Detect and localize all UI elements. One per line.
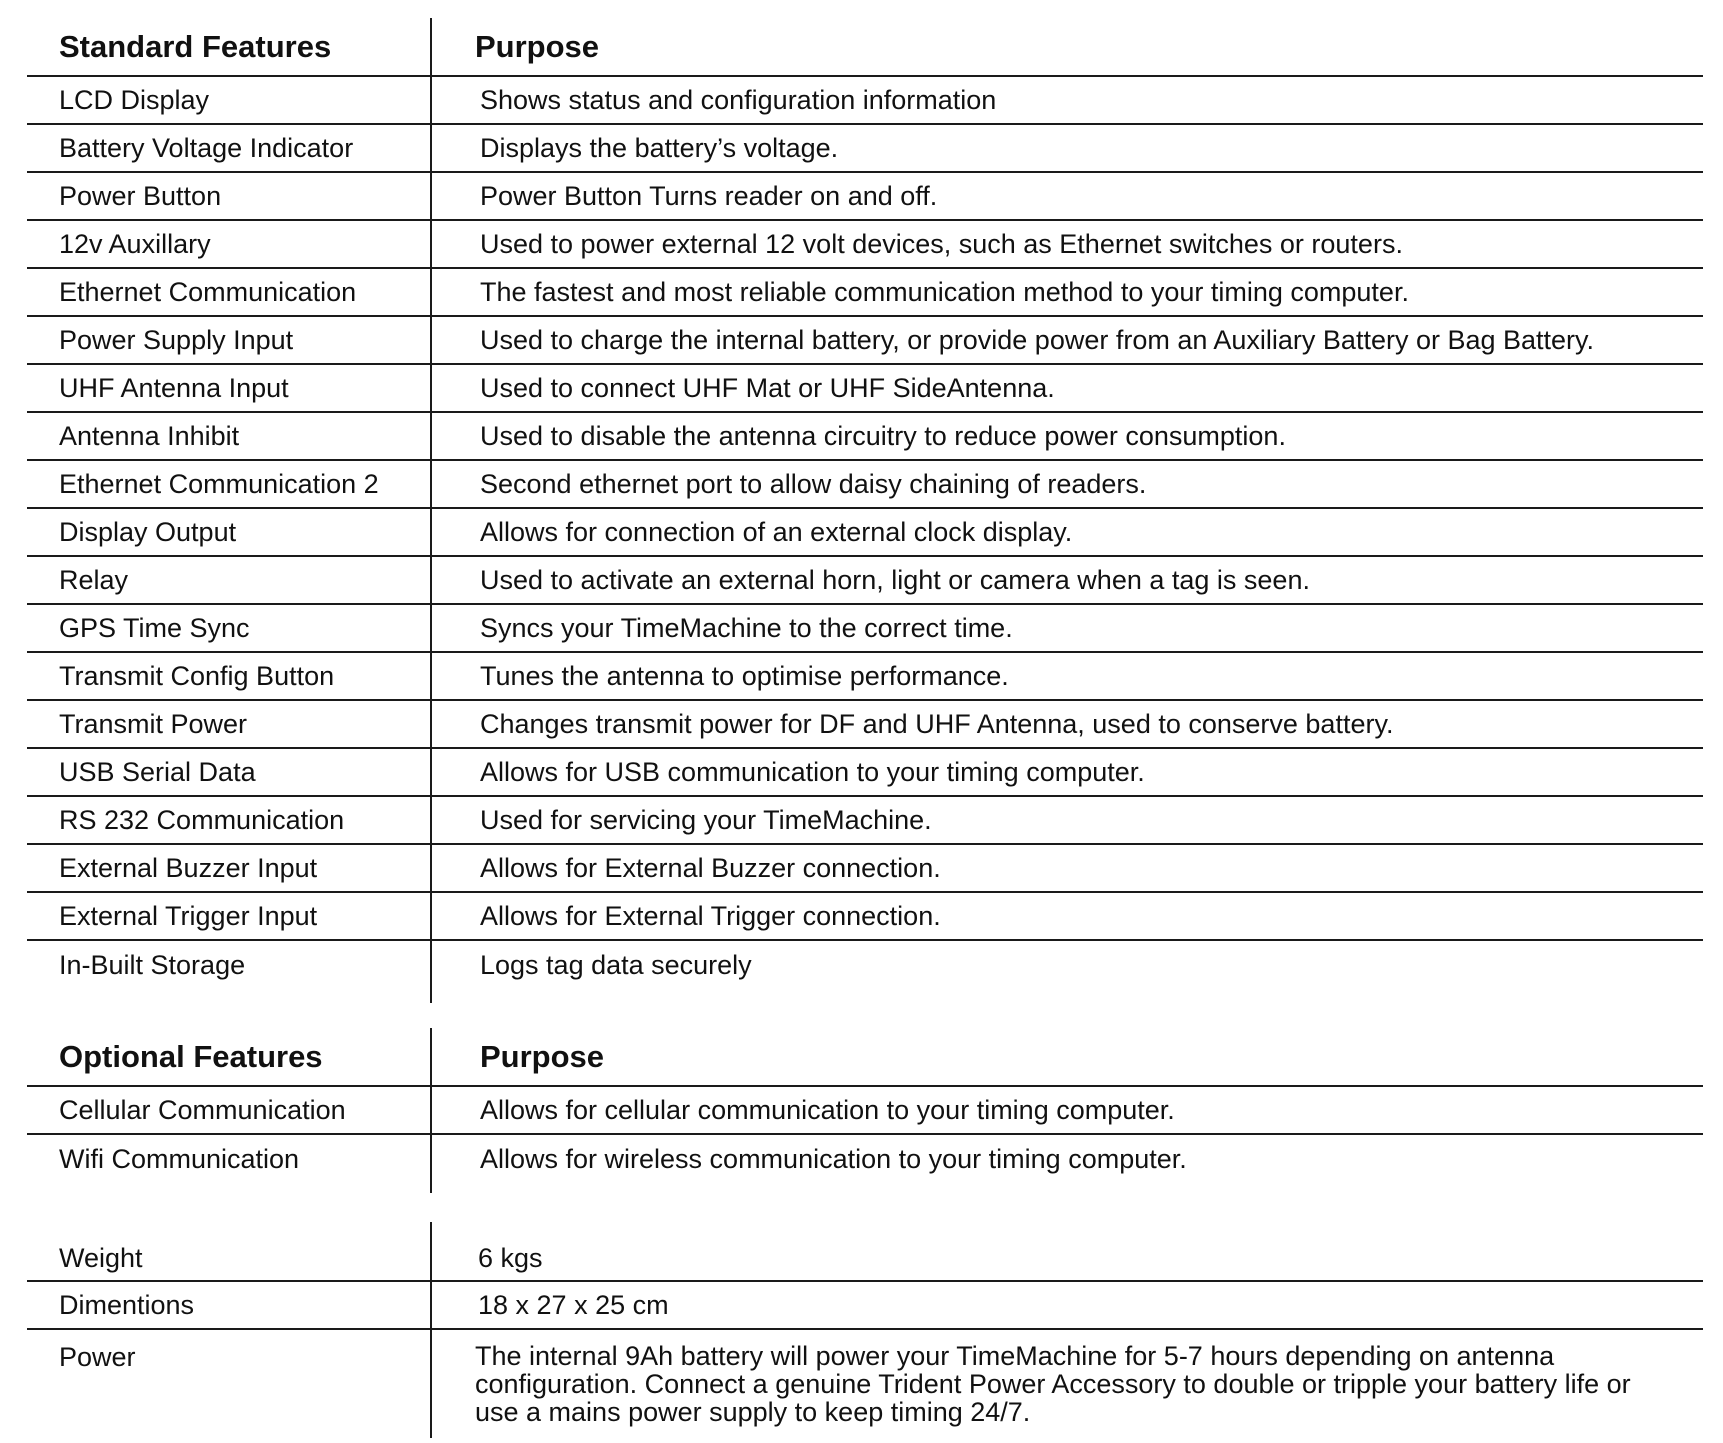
purpose-cell: Tunes the antenna to optimise performance. <box>480 660 1009 691</box>
table-row <box>27 461 1703 509</box>
spec-row-power <box>27 1330 1703 1438</box>
purpose-cell: Used for servicing your TimeMachine. <box>480 804 932 835</box>
feature-cell: 12v Auxillary <box>59 228 211 259</box>
purpose-cell: Used to power external 12 volt devices, such as Ethernet switches or routers. <box>480 228 1403 259</box>
feature-cell: USB Serial Data <box>59 756 256 787</box>
feature-cell: Relay <box>59 564 129 595</box>
table-row <box>27 317 1703 365</box>
optional-features-heading: Optional Features <box>59 1038 323 1074</box>
spec-value: The internal 9Ah battery will power your TimeMachine for 5-7 hours depending on antenna configuration. Connect a genuine Trident Power Accessory to double or tripple your battery life or use a mains power supply to keep timing 24/7. <box>475 1341 1631 1427</box>
specifications-table <box>27 1222 1703 1438</box>
spec-row-weight <box>27 1222 1703 1282</box>
feature-cell: Ethernet Communication <box>59 276 357 307</box>
feature-cell: Cellular Communication <box>59 1094 346 1125</box>
feature-cell: External Trigger Input <box>59 900 318 931</box>
purpose-cell: Allows for connection of an external clock display. <box>480 516 1073 547</box>
purpose-cell: Used to activate an external horn, light or camera when a tag is seen. <box>480 564 1310 595</box>
table-row <box>27 941 1703 989</box>
purpose-cell: Changes transmit power for DF and UHF Antenna, used to conserve battery. <box>480 708 1394 739</box>
table-row <box>27 509 1703 557</box>
feature-cell: Transmit Config Button <box>59 660 335 691</box>
purpose-heading: Purpose <box>475 28 600 64</box>
purpose-cell: Used to disable the antenna circuitry to reduce power consumption. <box>480 420 1286 451</box>
standard-features-heading: Standard Features <box>59 28 332 64</box>
feature-cell: Display Output <box>59 516 237 547</box>
feature-cell: Power Supply Input <box>59 324 294 355</box>
spec-label: Weight <box>59 1243 143 1273</box>
feature-cell: Antenna Inhibit <box>59 420 240 451</box>
purpose-cell: Power Button Turns reader on and off. <box>480 180 938 211</box>
standard-features-table <box>27 18 1703 989</box>
purpose-cell: Shows status and configuration information <box>480 84 997 115</box>
table-row <box>27 221 1703 269</box>
table-row <box>27 1087 1703 1135</box>
feature-cell: LCD Display <box>59 84 210 115</box>
spec-row-dimensions <box>27 1282 1703 1330</box>
table-row <box>27 365 1703 413</box>
purpose-cell: Allows for External Buzzer connection. <box>480 852 941 883</box>
table-row <box>27 749 1703 797</box>
purpose-cell: Used to connect UHF Mat or UHF SideAntenna. <box>480 372 1055 403</box>
table-row <box>27 125 1703 173</box>
purpose-cell: Allows for cellular communication to your timing computer. <box>480 1094 1175 1125</box>
purpose-cell: Second ethernet port to allow daisy chaining of readers. <box>480 468 1147 499</box>
table-row <box>27 557 1703 605</box>
purpose-cell: Logs tag data securely <box>480 949 752 980</box>
optional-features-table <box>27 1028 1703 1183</box>
feature-cell: GPS Time Sync <box>59 612 250 643</box>
spec-value: 6 kgs <box>478 1243 543 1273</box>
table-header <box>27 18 1703 77</box>
table-row <box>27 269 1703 317</box>
table-row <box>27 605 1703 653</box>
feature-cell: Battery Voltage Indicator <box>59 132 354 163</box>
table-row <box>27 701 1703 749</box>
feature-cell: Power Button <box>59 180 222 211</box>
feature-cell: UHF Antenna Input <box>59 372 289 403</box>
purpose-cell: Allows for External Trigger connection. <box>480 900 941 931</box>
table-row <box>27 797 1703 845</box>
spec-label: Power <box>59 1342 136 1372</box>
table-row <box>27 653 1703 701</box>
feature-cell: Transmit Power <box>59 708 248 739</box>
purpose-cell: Displays the battery’s voltage. <box>480 132 839 163</box>
feature-cell: RS 232 Communication <box>59 804 345 835</box>
table-row <box>27 1135 1703 1183</box>
feature-cell: In-Built Storage <box>59 949 246 980</box>
feature-cell: Ethernet Communication 2 <box>59 468 379 499</box>
purpose-cell: Allows for wireless communication to your timing computer. <box>480 1143 1187 1174</box>
spec-value: 18 x 27 x 25 cm <box>478 1289 669 1320</box>
purpose-cell: The fastest and most reliable communication method to your timing computer. <box>480 276 1409 307</box>
purpose-cell: Used to charge the internal battery, or provide power from an Auxiliary Battery or Bag Battery. <box>480 324 1595 355</box>
purpose-cell: Allows for USB communication to your timing computer. <box>480 756 1145 787</box>
table-row <box>27 77 1703 125</box>
table-row <box>27 845 1703 893</box>
feature-cell: External Buzzer Input <box>59 852 318 883</box>
table-row <box>27 893 1703 941</box>
purpose-heading: Purpose <box>480 1038 605 1074</box>
spec-label: Dimentions <box>59 1289 195 1320</box>
purpose-cell: Syncs your TimeMachine to the correct time. <box>480 612 1013 643</box>
table-row <box>27 413 1703 461</box>
table-header <box>27 1028 1703 1087</box>
feature-cell: Wifi Communication <box>59 1143 300 1174</box>
table-row <box>27 173 1703 221</box>
